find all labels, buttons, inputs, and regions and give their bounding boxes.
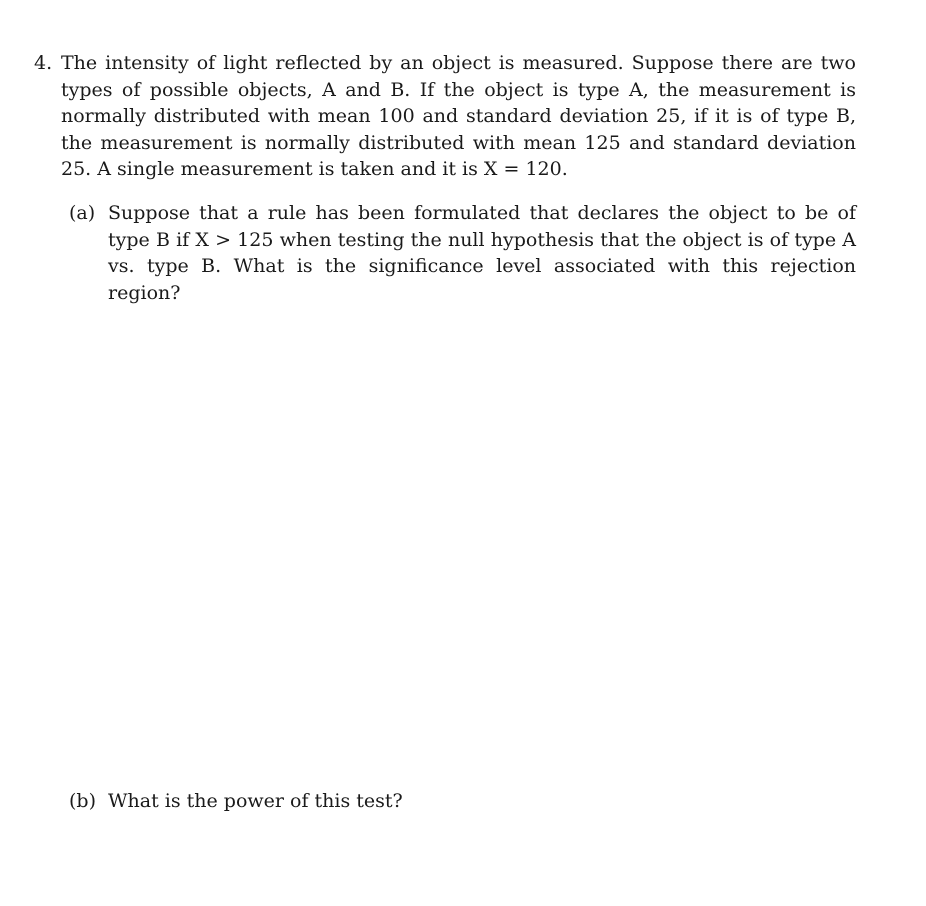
problem-number: 4. <box>34 52 53 74</box>
part-b-label: (b) <box>69 790 96 812</box>
part-a-label: (a) <box>69 202 96 224</box>
part-b-question: What is the power of this test? <box>108 790 403 812</box>
part-a-question: Suppose that a rule has been formulated that declares the object to be of type B if X > 125 when testing the null hypothesis that the object is of type A vs. type B. What is the significance level associated with this rejection region? <box>108 202 856 304</box>
problem-statement: The intensity of light reflected by an object is measured. Suppose there are two types of possible objects, A and B. If the object is type A, the measurement is normally distributed with mean 100 and standard deviation 25, if it is of type B, the measurement is normally distributed with mean 125 and standard deviation 25. A single measurement is taken and it is X = 120. <box>61 52 856 180</box>
